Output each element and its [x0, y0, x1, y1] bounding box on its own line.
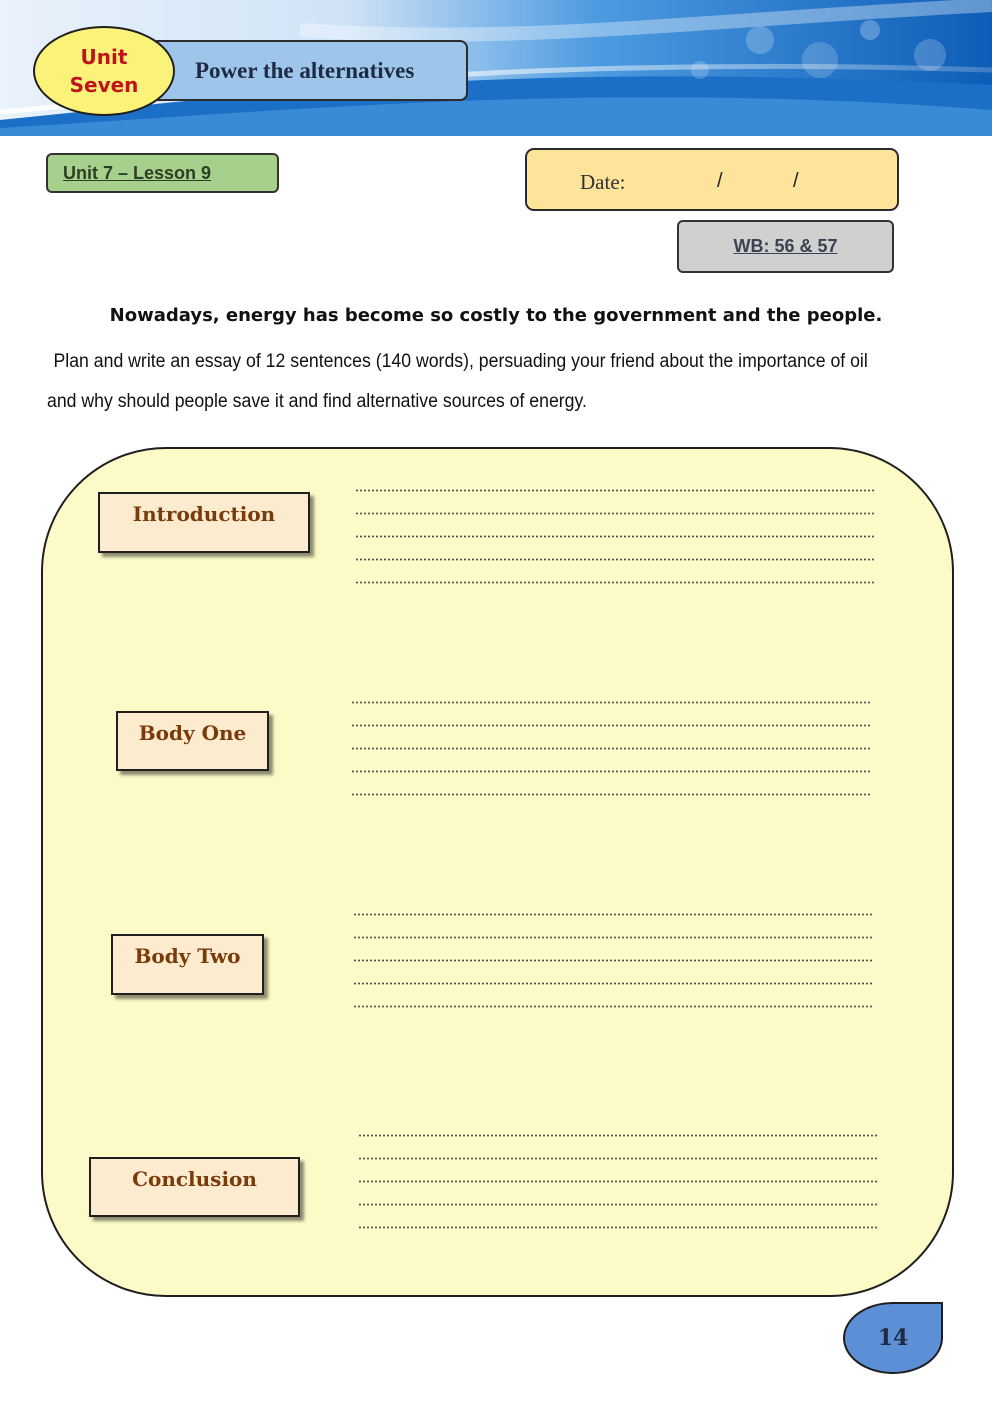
date-separator: /	[793, 170, 799, 192]
writing-line[interactable]	[353, 958, 873, 963]
writing-line[interactable]	[351, 700, 871, 705]
writing-line[interactable]	[358, 1179, 878, 1184]
instruction-line: Plan and write an essay of 12 sentences (140 words), persuading your friend about the importance of oil	[53, 351, 868, 372]
date-separator: /	[717, 170, 723, 192]
writing-line[interactable]	[355, 534, 875, 539]
unit-number: Seven	[69, 73, 139, 97]
writing-line[interactable]	[358, 1225, 878, 1230]
writing-line[interactable]	[351, 792, 871, 797]
lesson-label: Unit 7 – Lesson 9	[63, 162, 212, 183]
writing-line[interactable]	[353, 935, 873, 940]
section-label-introduction: Introduction	[98, 492, 310, 553]
lesson-badge	[46, 153, 279, 193]
writing-line[interactable]	[353, 1004, 873, 1009]
prompt-instructions	[47, 342, 884, 422]
unit-title: Power the alternatives	[195, 57, 415, 83]
page-number-badge	[843, 1302, 943, 1374]
writing-line[interactable]	[358, 1156, 878, 1161]
writing-line[interactable]	[355, 580, 875, 585]
workbook-pages: WB: 56 & 57	[733, 236, 838, 256]
writing-line[interactable]	[353, 912, 873, 917]
unit-badge	[33, 26, 175, 116]
page-number: 14	[877, 1325, 909, 1351]
unit-title-box	[150, 40, 468, 101]
writing-line[interactable]	[351, 746, 871, 751]
section-label-body-two: Body Two	[111, 934, 264, 995]
writing-line[interactable]	[353, 981, 873, 986]
section-label-body-one: Body One	[116, 711, 269, 771]
writing-line[interactable]	[358, 1202, 878, 1207]
instruction-line: and why should people save it and find alternative sources of energy.	[47, 391, 587, 412]
writing-line[interactable]	[358, 1133, 878, 1138]
workbook-reference	[677, 220, 894, 273]
unit-label: Unit	[80, 45, 128, 69]
writing-line[interactable]	[351, 769, 871, 774]
date-label: Date:	[580, 170, 626, 194]
date-field[interactable]	[525, 148, 899, 211]
writing-line[interactable]	[355, 557, 875, 562]
prompt-heading: Nowadays, energy has become so costly to the government and the people.	[109, 305, 883, 326]
writing-line[interactable]	[351, 723, 871, 728]
section-label-conclusion: Conclusion	[89, 1157, 300, 1217]
writing-line[interactable]	[355, 511, 875, 516]
writing-line[interactable]	[355, 488, 875, 493]
